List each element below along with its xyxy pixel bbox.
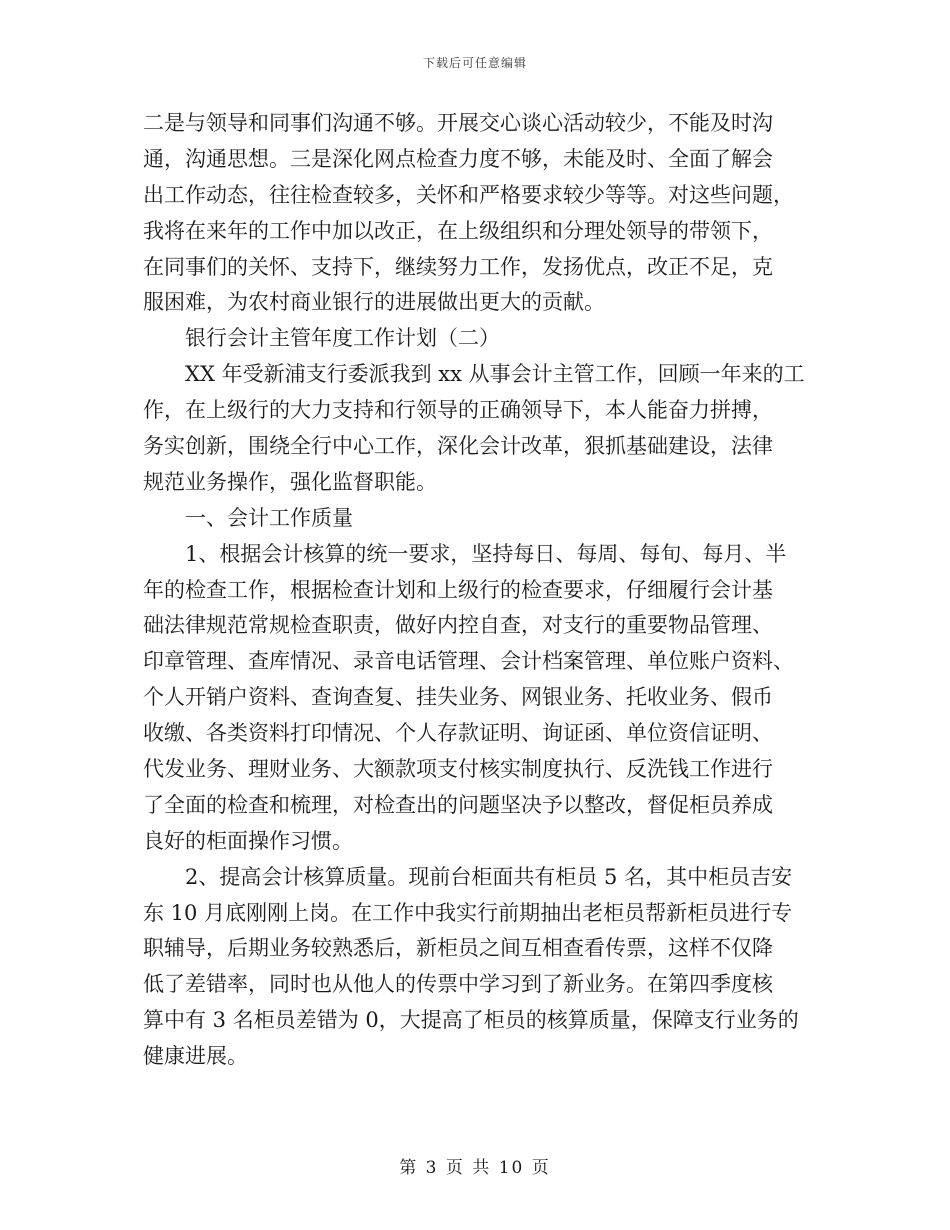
body-line: 务实创新，围绕全行中心工作，深化会计改革，狠抓基础建设，法律: [143, 434, 773, 459]
body-line: 收缴、各类资料打印情况、个人存款证明、询证函、单位资信证明、: [143, 721, 773, 746]
subsection-heading: 一、会计工作质量: [185, 505, 353, 530]
body-line: 础法律规范常规检查职责，做好内控自查，对支行的重要物品管理、: [143, 613, 773, 638]
paragraph-start: 1、根据会计核算的统一要求，坚持每日、每周、每旬、每月、半: [185, 541, 787, 566]
body-line: 良好的柜面操作习惯。: [143, 828, 353, 853]
body-line: 个人开销户资料、查询查复、挂失业务、网银业务、托收业务、假币: [143, 685, 773, 710]
body-line: 印章管理、查库情况、录音电话管理、会计档案管理、单位账户资料、: [143, 649, 794, 674]
body-line: 代发业务、理财业务、大额款项支付核实制度执行、反洗钱工作进行: [143, 757, 773, 782]
body-line: 低了差错率，同时也从他人的传票中学习到了新业务。在第四季度核: [143, 972, 773, 997]
body-line: 通，沟通思想。三是深化网点检查力度不够，未能及时、全面了解会: [143, 146, 773, 171]
body-line: 年的检查工作，根据检查计划和上级行的检查要求，仔细履行会计基: [143, 577, 773, 602]
section-title: 银行会计主管年度工作计划（二）: [185, 326, 500, 351]
body-line: 在同事们的关怀、支持下，继续努力工作，发扬优点，改正不足，克: [143, 254, 773, 279]
paragraph-start: 2、提高会计核算质量。现前台柜面共有柜员 5 名，其中柜员吉安: [185, 864, 793, 889]
body-line: 算中有 3 名柜员差错为 0，大提高了柜员的核算质量，保障支行业务的: [143, 1008, 799, 1033]
body-line: 二是与领导和同事们沟通不够。开展交心谈心活动较少，不能及时沟: [143, 111, 773, 135]
body-line: 规范业务操作，强化监督职能。: [143, 469, 437, 494]
body-line: 服困难，为农村商业银行的进展做出更大的贡献。: [143, 290, 605, 315]
paragraph-start: XX 年受新浦支行委派我到 xx 从事会计主管工作，回顾一年来的工: [185, 362, 805, 387]
page-footer: 第 3 页 共 10 页: [399, 1158, 551, 1178]
body-line: 作，在上级行的大力支持和行领导的正确领导下，本人能奋力拼搏，: [143, 398, 773, 423]
body-line: 出工作动态，往往检查较多，关怀和严格要求较少等等。对这些问题，: [143, 182, 794, 207]
body-line: 健康进展。: [143, 1044, 248, 1069]
page-header: 下载后可任意编辑: [422, 56, 527, 70]
document-body: [143, 106, 803, 1075]
body-line: 我将在来年的工作中加以改正，在上级组织和分理处领导的带领下，: [143, 218, 773, 243]
body-line: 东 10 月底刚刚上岗。在工作中我实行前期抽出老柜员帮新柜员进行专: [143, 900, 793, 925]
body-line: 了全面的检查和梳理，对检查出的问题坚决予以整改，督促柜员养成: [143, 792, 773, 817]
body-line: 职辅导，后期业务较熟悉后，新柜员之间互相查看传票，这样不仅降: [143, 936, 773, 961]
